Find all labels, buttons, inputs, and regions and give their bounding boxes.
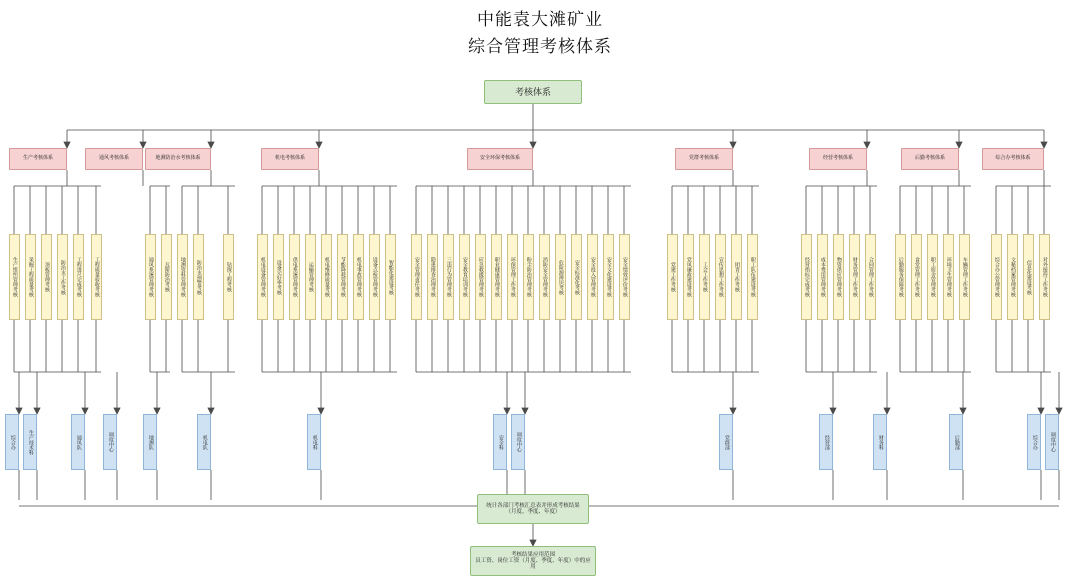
assessment-item[interactable]: 物资供应管理考核 bbox=[833, 234, 844, 320]
result-node[interactable] bbox=[470, 546, 596, 576]
assessment-item[interactable]: 设备完好率考核 bbox=[273, 234, 284, 320]
result-line-2: 员工资、岗位工资（月度、季度、年度）中的应用 bbox=[475, 557, 591, 571]
assessment-item[interactable]: 通风系统管理考核 bbox=[145, 234, 156, 320]
department-node[interactable]: 调度中心 bbox=[511, 414, 525, 470]
department-node[interactable]: 调度中心 bbox=[1045, 414, 1059, 470]
assessment-item[interactable]: 环保管理工作考核 bbox=[507, 234, 518, 320]
assessment-item[interactable]: 团青工作考核 bbox=[731, 234, 742, 320]
department-node[interactable]: 综合办 bbox=[1027, 414, 1041, 470]
assessment-item[interactable]: 安全管理责任考核 bbox=[411, 234, 422, 320]
assessment-item[interactable]: 安全教育培训考核 bbox=[459, 234, 470, 320]
assessment-item[interactable]: 经营指标完成考核 bbox=[801, 234, 812, 320]
assessment-item[interactable]: 地测资料管理考核 bbox=[177, 234, 188, 320]
assessment-item[interactable]: 节能降耗管理考核 bbox=[337, 234, 348, 320]
department-node[interactable]: 安全科 bbox=[493, 414, 507, 470]
category-node[interactable] bbox=[467, 148, 533, 170]
assessment-item[interactable]: 防治水工作考核 bbox=[57, 234, 68, 320]
assessment-item[interactable]: 党风廉政建设考核 bbox=[683, 234, 694, 320]
assessment-item[interactable]: 后勤服务保障考核 bbox=[895, 234, 906, 320]
category-label: 地测防治水考核体系 bbox=[155, 155, 201, 162]
assessment-item[interactable]: 生产组织管理考核 bbox=[9, 234, 20, 320]
assessment-item[interactable]: 职工队伍建设考核 bbox=[747, 234, 758, 320]
category-label: 经营考核体系 bbox=[822, 155, 853, 162]
assessment-item[interactable]: 环境卫生管理考核 bbox=[943, 234, 954, 320]
department-node[interactable]: 经营部 bbox=[819, 414, 833, 470]
department-node[interactable]: 综合办 bbox=[5, 414, 19, 470]
assessment-item[interactable]: 隐患排查治理考核 bbox=[427, 234, 438, 320]
category-label: 机电考核体系 bbox=[274, 155, 305, 162]
result-line-1: 考核结果应用范围 bbox=[510, 551, 555, 558]
category-label: 通风考核体系 bbox=[98, 155, 129, 162]
title-line-1: 中能袁大滩矿业 bbox=[477, 10, 603, 29]
category-node[interactable] bbox=[85, 148, 143, 170]
category-node[interactable] bbox=[675, 148, 733, 170]
department-node[interactable]: 机电科 bbox=[307, 414, 321, 470]
assessment-item[interactable]: 设备点检管理考核 bbox=[369, 234, 380, 320]
category-node[interactable] bbox=[145, 148, 211, 170]
assessment-item[interactable]: 宣传思想工作考核 bbox=[715, 234, 726, 320]
department-node[interactable]: 后勤部 bbox=[949, 414, 963, 470]
assessment-item[interactable]: 信息化建设考核 bbox=[1023, 234, 1034, 320]
assessment-item[interactable]: 机电事故管理考核 bbox=[353, 234, 364, 320]
assessment-item[interactable]: 顶板管理考核 bbox=[41, 234, 52, 320]
assessment-item[interactable]: 供电系统管理考核 bbox=[289, 234, 300, 320]
root-node[interactable] bbox=[484, 80, 582, 104]
summary-node[interactable] bbox=[477, 494, 589, 524]
assessment-item[interactable]: 安全投入管理考核 bbox=[587, 234, 598, 320]
category-label: 生产考核体系 bbox=[22, 155, 53, 162]
assessment-item[interactable]: 防治水预警考核 bbox=[193, 234, 204, 320]
summary-line-2: （月度、季度、年度） bbox=[505, 509, 561, 515]
department-node[interactable]: 通风队 bbox=[71, 414, 85, 470]
assessment-item[interactable]: 工程进尺完成考核 bbox=[73, 234, 84, 320]
assessment-item[interactable]: 党建工作考核 bbox=[667, 234, 678, 320]
assessment-item[interactable]: 合同管理工作考核 bbox=[865, 234, 876, 320]
department-node[interactable]: 生产技术科 bbox=[23, 414, 37, 470]
title-line-2: 综合管理考核体系 bbox=[468, 37, 612, 56]
assessment-item[interactable]: 瓦斯防治考核 bbox=[161, 234, 172, 320]
assessment-item[interactable]: 对外接待工作考核 bbox=[1039, 234, 1050, 320]
category-node[interactable] bbox=[809, 148, 867, 170]
summary-line-1: 统计各部门考核汇总表并形成考核结果 bbox=[486, 502, 580, 509]
category-node[interactable] bbox=[9, 148, 67, 170]
assessment-item[interactable]: 安全文化建设考核 bbox=[603, 234, 614, 320]
category-node[interactable] bbox=[901, 148, 959, 170]
assessment-item[interactable]: 应急救援管理考核 bbox=[475, 234, 486, 320]
category-label: 党群考核体系 bbox=[688, 155, 719, 162]
assessment-item[interactable]: 安全标准化考核 bbox=[571, 234, 582, 320]
department-node[interactable]: 党群部 bbox=[719, 414, 733, 470]
category-label: 安全环保考核体系 bbox=[479, 155, 520, 162]
assessment-item[interactable]: 工程质量验收考核 bbox=[91, 234, 102, 320]
assessment-item[interactable]: 采掘工程质量考核 bbox=[25, 234, 36, 320]
assessment-item[interactable]: 职工宿舍管理考核 bbox=[927, 234, 938, 320]
department-node[interactable]: 地测队 bbox=[143, 414, 157, 470]
assessment-item[interactable]: 三违行为管理考核 bbox=[443, 234, 454, 320]
root-label: 考核体系 bbox=[514, 86, 551, 97]
assessment-item[interactable]: 运输管理考核 bbox=[305, 234, 316, 320]
assessment-item[interactable]: 机电维修质量考核 bbox=[321, 234, 332, 320]
category-node[interactable] bbox=[982, 148, 1044, 170]
assessment-item[interactable]: 综合办公管理考核 bbox=[991, 234, 1002, 320]
assessment-item[interactable]: 车辆管理工作考核 bbox=[959, 234, 970, 320]
assessment-item[interactable]: 粉尘防治管理考核 bbox=[523, 234, 534, 320]
assessment-item[interactable]: 安全绩效评价考核 bbox=[619, 234, 630, 320]
category-node[interactable] bbox=[261, 148, 319, 170]
assessment-item[interactable]: 消防安全管理考核 bbox=[539, 234, 550, 320]
assessment-item[interactable]: 危险源辨识考核 bbox=[555, 234, 566, 320]
assessment-item[interactable]: 职业健康管理考核 bbox=[491, 234, 502, 320]
department-node[interactable]: 调度中心 bbox=[103, 414, 117, 470]
assessment-item[interactable]: 机电设备管理考核 bbox=[257, 234, 268, 320]
assessment-item[interactable]: 钻探工程考核 bbox=[223, 234, 234, 320]
category-label: 后勤考核体系 bbox=[914, 155, 945, 162]
department-node[interactable]: 机电队 bbox=[197, 414, 211, 470]
department-node[interactable]: 财务科 bbox=[873, 414, 887, 470]
assessment-item[interactable]: 成本费用管理考核 bbox=[817, 234, 828, 320]
assessment-item[interactable]: 食堂管理工作考核 bbox=[911, 234, 922, 320]
assessment-item[interactable]: 智能化建设考核 bbox=[385, 234, 396, 320]
assessment-item[interactable]: 工会工作考核 bbox=[699, 234, 710, 320]
assessment-item[interactable]: 财务管理工作考核 bbox=[849, 234, 860, 320]
assessment-item[interactable]: 文秘档案管理考核 bbox=[1007, 234, 1018, 320]
category-label: 综合办考核体系 bbox=[995, 155, 1031, 162]
